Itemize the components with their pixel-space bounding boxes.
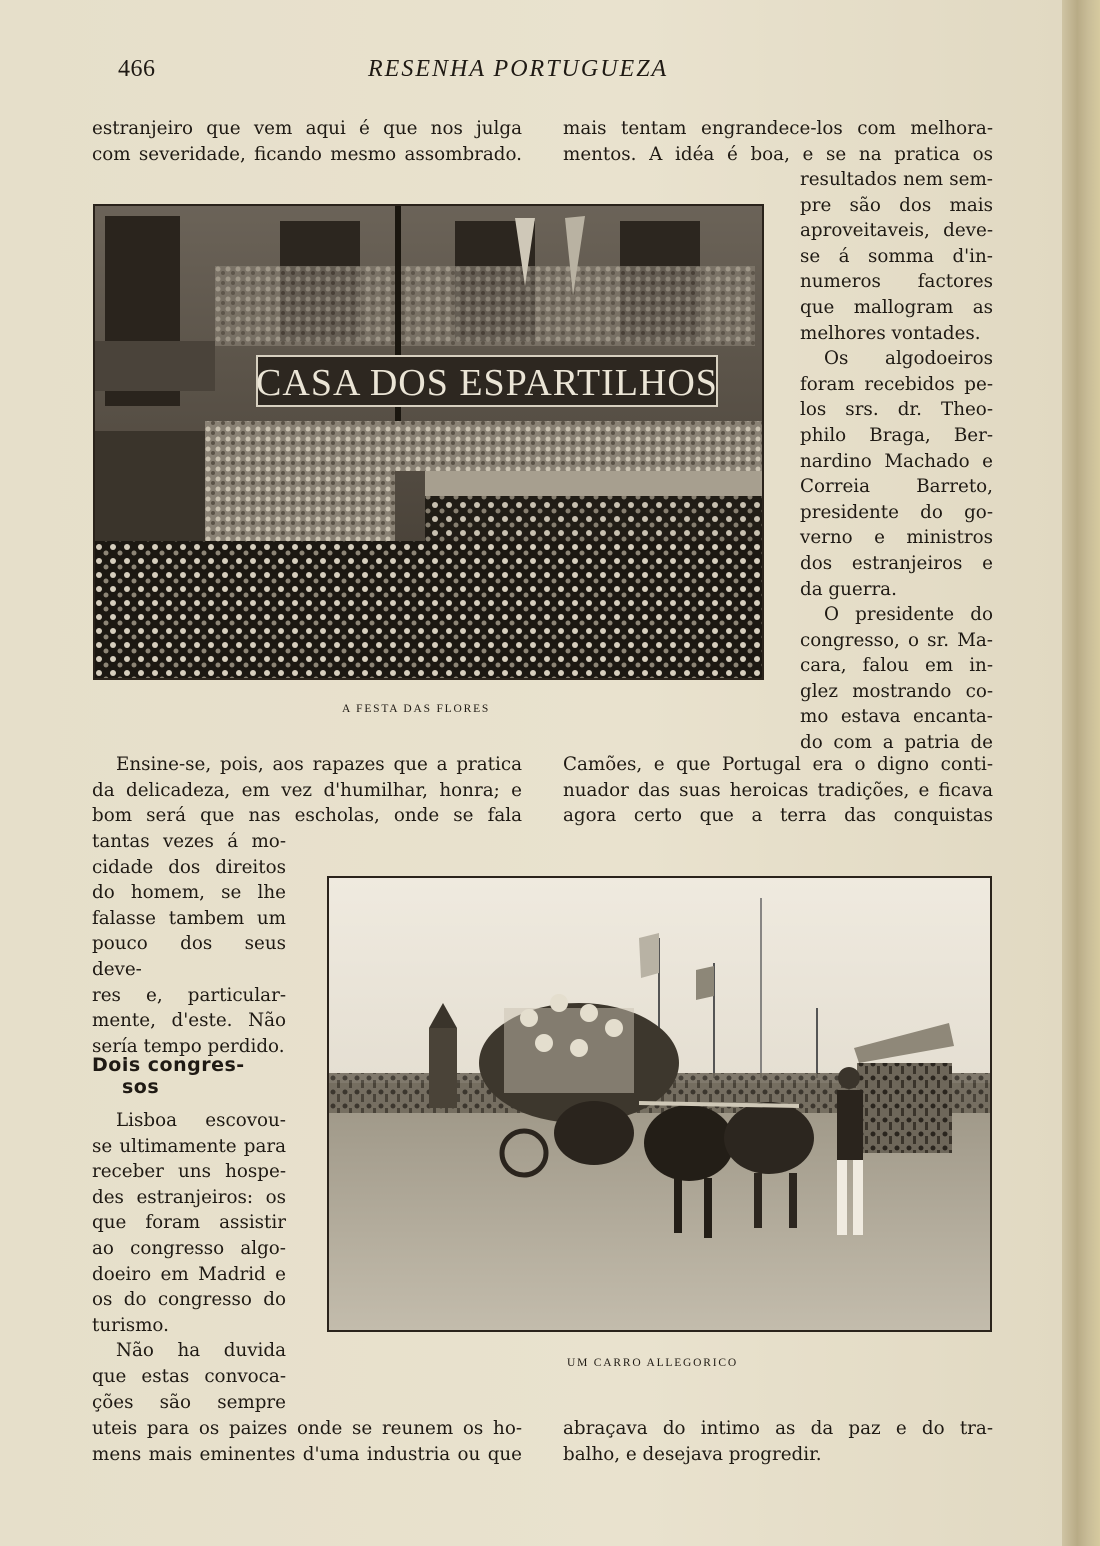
text-line: os do congresso do [92, 1289, 286, 1311]
heading-line: Dois congres- [92, 1054, 245, 1076]
text-line: com severidade, ficando mesmo assombrado. [92, 143, 522, 165]
text-line: Os algodoeiros [824, 348, 993, 370]
text-line: dos estranjeiros e [800, 552, 993, 574]
text-line: da delicadeza, em vez d'humilhar, honra; e [92, 779, 522, 801]
photo-carro-allegorico [327, 876, 992, 1332]
text-line: balho, e desejava progredir. [563, 1443, 822, 1465]
text-line: des estranjeiros: os [92, 1186, 286, 1208]
text-line: O presidente do [824, 604, 993, 626]
text-line: presidente do go- [800, 501, 993, 523]
text-line: bom será que nas escholas, onde se fala [92, 805, 522, 827]
text-line: congresso, o sr. Ma- [800, 629, 993, 651]
text-line: mais tentam engrandece-los com melhora- [563, 118, 993, 139]
heading-line: sos [122, 1076, 160, 1098]
text-line: agora certo que a terra das conquistas [563, 805, 993, 827]
text-line: se ultimamente para [92, 1135, 286, 1157]
text-line: melhores vontades. [800, 322, 981, 344]
text-line: pre são dos mais [800, 194, 993, 216]
text-line: que estas convoca- [92, 1365, 286, 1387]
right-wrap-text [800, 167, 993, 756]
text-line: ao congresso algo- [92, 1237, 286, 1259]
text-line: ções são sempre [92, 1391, 286, 1413]
running-title: RESENHA PORTUGUEZA [368, 56, 669, 82]
text-line: philo Braga, Ber- [800, 424, 993, 446]
text-line: res e, particular- [92, 984, 286, 1006]
sign-text: CASA DOS ESPARTILHOS [256, 362, 718, 404]
text-line: verno e ministros [800, 527, 993, 549]
text-line: que mallogram as [800, 296, 993, 318]
left-wrap2-text [92, 1108, 286, 1415]
text-line: falasse tambem um [92, 907, 286, 929]
text-line: foram recebidos pe- [800, 373, 993, 395]
text-line: numeros factores [800, 271, 993, 293]
text-line: pouco dos seus deve- [92, 933, 286, 980]
text-line: mente, d'este. Não [92, 1010, 286, 1032]
text-line: mo estava encanta- [800, 706, 993, 728]
text-line: receber uns hospe- [92, 1161, 286, 1183]
text-line: tantas vezes á mo- [92, 831, 286, 852]
text-line: Não ha duvida [116, 1340, 286, 1362]
text-line: do homem, se lhe [92, 882, 286, 904]
text-line: aproveitaveis, deve- [800, 220, 993, 242]
right-bottom-text [563, 1416, 993, 1467]
text-line: Correia Barreto, [800, 476, 993, 498]
text-line: los srs. dr. Theo- [800, 399, 993, 421]
right-mid-text [563, 752, 993, 829]
text-line: sería tempo perdido. [92, 1035, 285, 1057]
left-mid-text [92, 752, 522, 829]
right-top-text [563, 116, 993, 167]
photo-festa-das-flores-image [95, 206, 762, 678]
text-line: da guerra. [800, 578, 897, 600]
text-line: Camões, e que Portugal era o digno conti- [563, 754, 993, 775]
left-top-text [92, 116, 522, 167]
text-line: uteis para os paizes onde se reunem os ho- [92, 1418, 522, 1439]
text-line: resultados nem sem- [800, 169, 993, 190]
text-line: glez mostrando co- [800, 680, 993, 702]
text-line: mens mais eminentes d'uma industria ou que [92, 1443, 522, 1465]
photo-carro-allegorico-image [329, 878, 990, 1330]
text-line: mentos. A idéa é boa, e se na pratica os [563, 143, 993, 165]
text-line: do com a patria de [800, 732, 993, 754]
photo-festa-das-flores [93, 204, 764, 680]
text-line: que foram assistir [92, 1212, 286, 1234]
text-line: Lisboa escovou- [116, 1110, 286, 1131]
text-line: Ensine-se, pois, aos rapazes que a pratica [116, 754, 522, 775]
text-line: cara, falou em in- [800, 655, 993, 677]
text-line: nuador das suas heroicas tradições, e ficava [563, 779, 993, 801]
book-spine [1062, 0, 1100, 1546]
text-line: estranjeiro que vem aqui é que nos julga [92, 118, 522, 139]
text-line: abraçava do intimo as da paz e do tra- [563, 1418, 993, 1439]
text-line: se á somma d'in- [800, 245, 993, 267]
text-line: doeiro em Madrid e [92, 1263, 286, 1285]
left-bottom-text [92, 1416, 522, 1467]
caption-festa-das-flores: A FESTA DAS FLORES [342, 703, 491, 715]
left-wrap-text [92, 829, 286, 1059]
text-line: turismo. [92, 1314, 169, 1336]
page-number: 466 [118, 56, 156, 82]
section-heading [92, 1054, 245, 1098]
text-line: nardino Machado e [800, 450, 993, 472]
caption-carro-allegorico: UM CARRO ALLEGORICO [567, 1357, 738, 1369]
text-line: cidade dos direitos [92, 856, 286, 878]
